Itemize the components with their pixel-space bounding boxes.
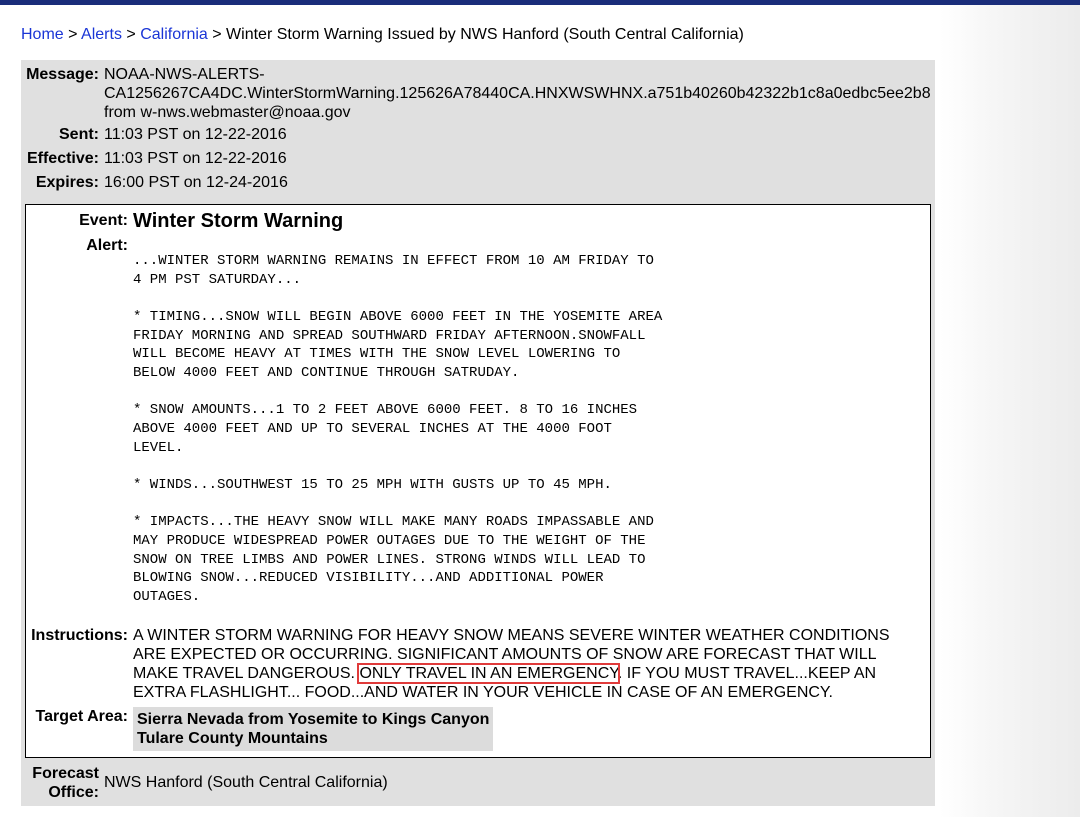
instructions-text: [133, 626, 923, 702]
sent-row: [21, 125, 935, 144]
breadcrumb-separator: >: [68, 26, 78, 43]
sent-value: 11:03 PST on 12-22-2016: [104, 126, 287, 143]
target-area-item: Sierra Nevada from Yosemite to Kings Canyon: [137, 711, 490, 728]
instructions-text-after: . IF YOU MUST TRAVEL...KEEP AN EXTRA FLASHLIGHT... FOOD...AND WATER IN YOUR VEHICLE IN CASE OF AN EMERGENCY.: [133, 665, 877, 701]
target-area-box: [133, 707, 493, 751]
forecast-office-row: [21, 764, 935, 804]
alert-text: ...WINTER STORM WARNING REMAINS IN EFFECT FROM 10 AM FRIDAY TO 4 PM PST SATURDAY... * TIMING...SNOW WILL BEGIN ABOVE 6000 FEET IN THE YOSEMITE AREA FRIDAY MORNING AND SPREAD SOUTHWARD FRIDAY AFTERNOON.SNOWFALL WILL BECOME HEAVY AT TIMES WITH THE SNOW LEVEL LOWERING TO BELOW 4000 FEET AND CONTINUE THROUGH SATRUDAY. * SNOW AMOUNTS...1 TO 2 FEET ABOVE 6000 FEET. 8 TO 16 INCHES ABOVE 4000 FEET AND UP TO SEVERAL INCHES AT THE 4000 FOOT LEVEL. * WINDS...SOUTHWEST 15 TO 25 MPH WITH GUSTS UP TO 45 MPH. * IMPACTS...THE HEAVY SNOW WILL MAKE MANY ROADS IMPASSABLE AND MAY PRODUCE WIDESPREAD POWER OUTAGES DUE TO THE WEIGHT OF THE SNOW ON TREE LIMBS AND POWER LINES. STRONG WINDS WILL LEAD TO BLOWING SNOW...REDUCED VISIBILITY...AND ADDITIONAL POWER OUTAGES.: [133, 253, 663, 605]
alert-details-panel: [21, 60, 935, 806]
forecast-office-label: [32, 764, 99, 802]
target-area-item: Tulare County Mountains: [137, 730, 328, 747]
effective-value: 11:03 PST on 12-22-2016: [104, 150, 287, 167]
forecast-office-label-line2: Office:: [48, 784, 99, 801]
sent-label: Sent:: [59, 126, 99, 143]
alert-row: [26, 236, 128, 255]
forecast-office-value: NWS Hanford (South Central California): [104, 774, 388, 791]
target-area-label: Target Area:: [35, 708, 128, 725]
alert-label: Alert:: [86, 237, 128, 254]
target-area-row: [26, 707, 128, 726]
event-title: Winter Storm Warning: [133, 210, 344, 232]
message-line2: CA1256267CA4DC.WinterStormWarning.125626A78440CA.HNXWSWHNX.a751b40260b42322b1c8a0edbc5ee2b8: [104, 85, 931, 102]
message-line1: NOAA-NWS-ALERTS-: [104, 66, 265, 83]
breadcrumb-alerts-link[interactable]: Alerts: [81, 26, 122, 43]
breadcrumb-current: Winter Storm Warning Issued by NWS Hanford (South Central California): [226, 26, 744, 43]
effective-row: [21, 149, 935, 168]
message-line3: from w-nws.webmaster@noaa.gov: [104, 104, 351, 121]
breadcrumb: [21, 25, 744, 45]
expires-value: 16:00 PST on 12-24-2016: [104, 174, 288, 191]
expires-row: [21, 173, 935, 192]
forecast-office-label-line1: Forecast: [32, 765, 99, 782]
instructions-text-before: A WINTER STORM WARNING FOR HEAVY SNOW MEANS SEVERE WINTER WEATHER CONDITIONS ARE EXPECTED OR OCCURRING. SIGNIFICANT AMOUNTS OF SNOW ARE FORECAST THAT WILL MAKE TRAVEL DANGEROUS.: [133, 627, 890, 682]
event-label: Event:: [79, 212, 128, 229]
instructions-label: Instructions:: [31, 627, 128, 644]
effective-label: Effective:: [26, 150, 99, 167]
message-row: [21, 65, 935, 125]
instructions-row: [26, 626, 128, 645]
breadcrumb-separator: >: [126, 26, 136, 43]
breadcrumb-home-link[interactable]: Home: [21, 26, 64, 43]
instructions-highlight: ONLY TRAVEL IN AN EMERGENCY: [359, 665, 618, 682]
event-row: [26, 210, 926, 232]
message-label: Message:: [26, 66, 99, 83]
breadcrumb-separator: >: [212, 26, 222, 43]
expires-label: Expires:: [35, 174, 99, 191]
alert-content-box: [25, 204, 931, 758]
breadcrumb-california-link[interactable]: California: [140, 26, 208, 43]
